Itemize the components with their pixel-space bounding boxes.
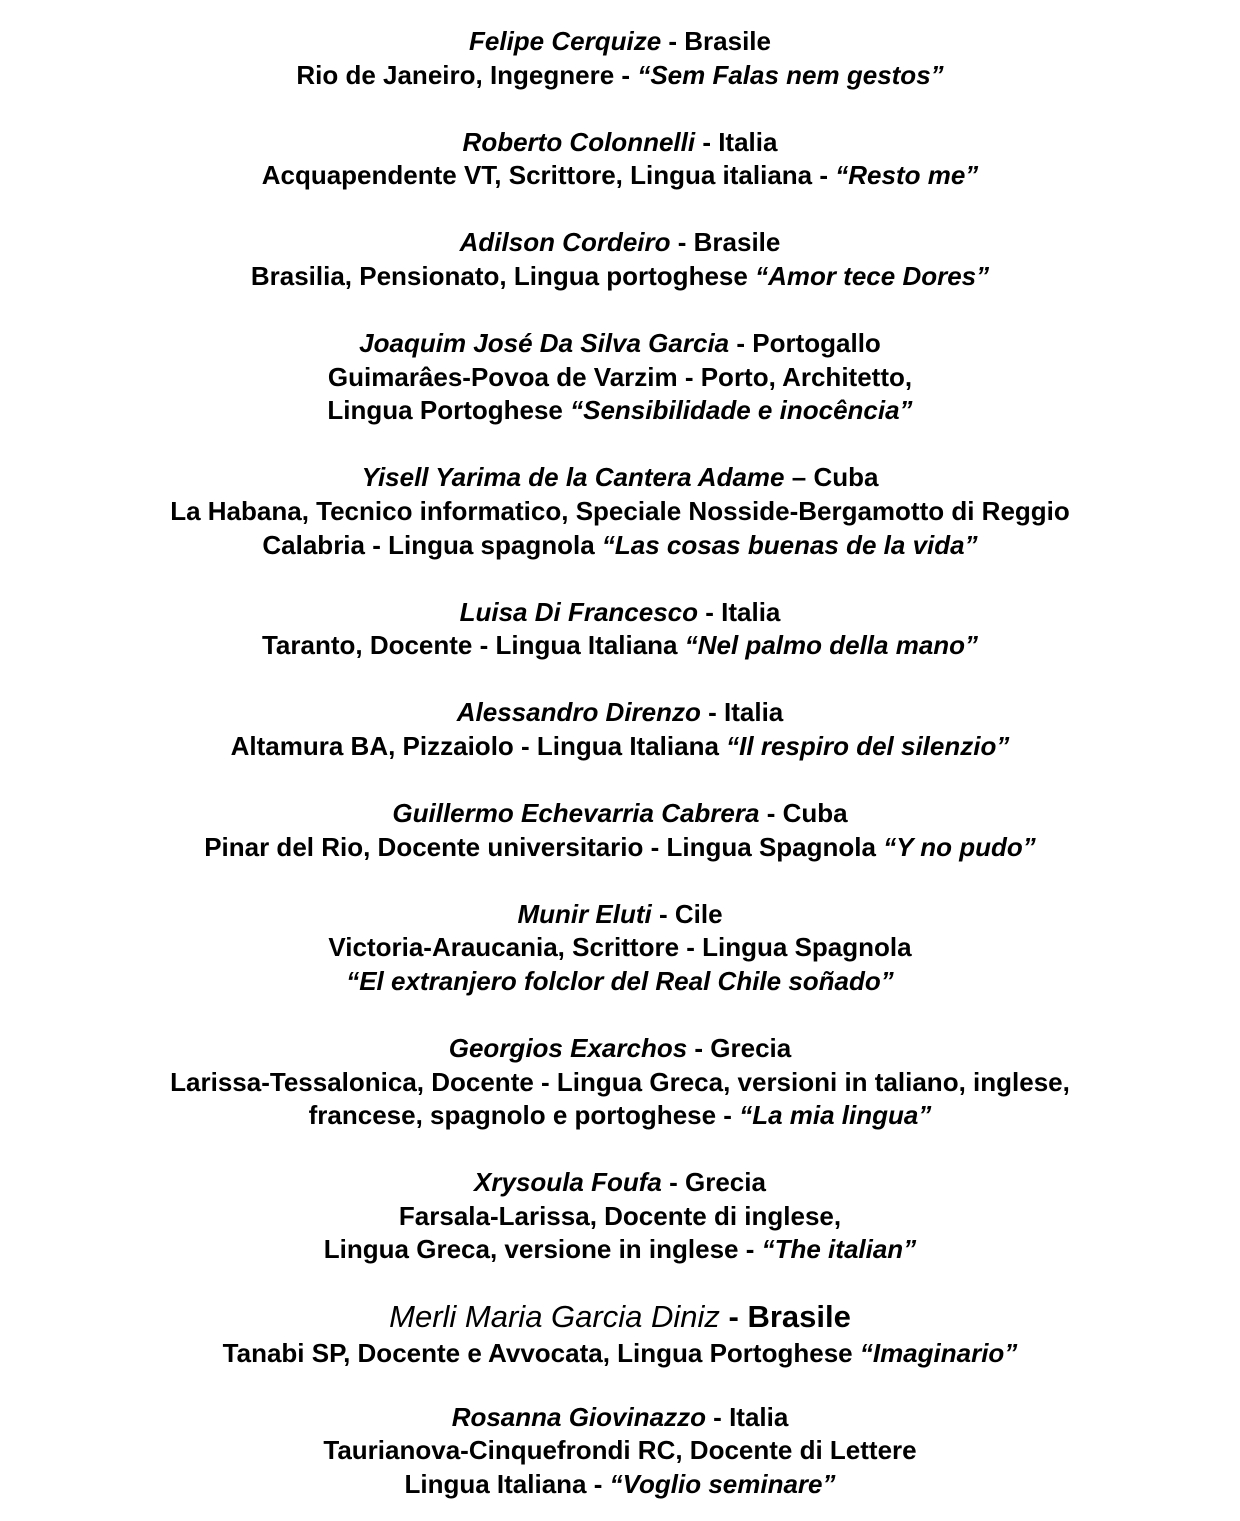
- author-country: Italia: [724, 697, 784, 728]
- entry-luisa-di-francesco: [0, 596, 1240, 663]
- author-name: Xrysoula Foufa: [474, 1167, 662, 1198]
- detail-text: Guimarâes-Povoa de Varzim - Porto, Architetto,: [327, 361, 913, 392]
- entry-detail: [0, 159, 1240, 193]
- entry-heading: [0, 461, 1240, 495]
- entry-detail: [0, 965, 1240, 999]
- separator: -: [695, 126, 719, 157]
- entry-rosanna-giovinazzo: [0, 1401, 1240, 1502]
- entry-detail: [0, 495, 1240, 529]
- entry-detail: [0, 1099, 1240, 1133]
- entry-alessandro-direnzo: [0, 696, 1240, 763]
- work-title: “Il respiro del silenzio”: [726, 730, 1010, 761]
- separator: -: [719, 1299, 748, 1335]
- detail-text: Victoria-Araucania, Scrittore - Lingua Spagnola: [328, 932, 912, 963]
- author-name: Roberto Colonnelli: [462, 126, 696, 157]
- entry-heading: [0, 596, 1240, 630]
- participants-list: [0, 25, 1240, 1501]
- detail-text: Farsala-Larissa, Docente di inglese,: [398, 1200, 842, 1231]
- separator: -: [661, 1167, 685, 1198]
- work-title: “Sensibilidade e inocência”: [570, 395, 913, 426]
- author-country: Italia: [721, 596, 781, 627]
- separator: -: [670, 227, 694, 258]
- entry-detail: [0, 1468, 1240, 1502]
- detail-text: Brasilia, Pensionato, Lingua portoghese: [250, 260, 756, 291]
- work-title: “Las cosas buenas de la vida”: [601, 529, 978, 560]
- entry-detail: [0, 529, 1240, 563]
- work-title: “Y no pudo”: [883, 831, 1036, 862]
- detail-text: Calabria - Lingua spagnola: [262, 529, 602, 560]
- entry-detail: [0, 1066, 1240, 1100]
- separator: -: [759, 798, 783, 828]
- entry-merli-maria-garcia-diniz: [0, 1297, 1240, 1371]
- author-country: Cile: [674, 898, 723, 929]
- entry-heading: [0, 1401, 1240, 1435]
- separator: -: [705, 1401, 730, 1432]
- separator: -: [729, 328, 753, 359]
- entry-detail: [0, 730, 1240, 764]
- entry-detail: [0, 59, 1240, 93]
- entry-detail: [0, 931, 1240, 965]
- entry-felipe-cerquize: [0, 25, 1240, 92]
- entry-heading: [0, 797, 1240, 831]
- entry-adilson-cordeiro: [0, 226, 1240, 293]
- work-title: “Imaginario”: [859, 1338, 1018, 1369]
- work-title: “The italian”: [761, 1234, 917, 1265]
- author-name: Rosanna Giovinazzo: [451, 1401, 706, 1432]
- author-country: Italia: [718, 126, 778, 157]
- entry-detail: [0, 1233, 1240, 1267]
- detail-text: Pinar del Rio, Docente universitario - Lingua Spagnola: [204, 831, 884, 862]
- entry-detail: [0, 1337, 1240, 1371]
- entry-detail: [0, 1200, 1240, 1234]
- separator: -: [687, 1032, 711, 1063]
- author-country: Cuba: [813, 462, 879, 493]
- author-name: Felipe Cerquize: [469, 26, 662, 56]
- separator: -: [661, 26, 685, 56]
- entry-guillermo-echevarria-cabrera: [0, 797, 1240, 864]
- entry-joaquim-jose-da-silva-garcia: [0, 327, 1240, 428]
- author-country: Brasile: [684, 26, 771, 56]
- entry-heading: [0, 898, 1240, 932]
- author-name: Munir Eluti: [517, 898, 652, 929]
- work-title: “El extranjero folclor del Real Chile soñado”: [346, 965, 894, 996]
- work-title: “Resto me”: [835, 160, 979, 191]
- work-title: “La mia lingua”: [739, 1100, 932, 1131]
- entry-detail: [0, 361, 1240, 395]
- detail-text: Larissa-Tessalonica, Docente - Lingua Greca, versioni in taliano, inglese,: [170, 1066, 1070, 1097]
- entry-munir-eluti: [0, 898, 1240, 999]
- entry-heading: [0, 1166, 1240, 1200]
- entry-heading: [0, 696, 1240, 730]
- entry-heading: [0, 1297, 1240, 1337]
- author-name: Joaquim José Da Silva Garcia: [359, 328, 730, 359]
- detail-text: francese, spagnolo e portoghese -: [308, 1100, 740, 1131]
- author-country: Grecia: [710, 1032, 792, 1063]
- entry-heading: [0, 126, 1240, 160]
- entry-detail: [0, 831, 1240, 865]
- work-title: “Voglio seminare”: [609, 1468, 836, 1499]
- author-name: Merli Maria Garcia Diniz: [389, 1299, 720, 1335]
- author-country: Brasile: [693, 227, 781, 258]
- author-name: Luisa Di Francesco: [459, 596, 699, 627]
- detail-text: Lingua Italiana -: [404, 1468, 610, 1499]
- entry-detail: [0, 1434, 1240, 1468]
- entry-xrysoula-foufa: [0, 1166, 1240, 1267]
- detail-text: Lingua Greca, versione in inglese -: [323, 1234, 762, 1265]
- author-name: Yisell Yarima de la Cantera Adame: [361, 462, 785, 493]
- detail-text: La Habana, Tecnico informatico, Speciale Nosside-Bergamotto di Reggio: [170, 495, 1070, 526]
- work-title: “Nel palmo della mano”: [684, 630, 979, 661]
- author-country: Grecia: [684, 1167, 766, 1198]
- entry-heading: [0, 327, 1240, 361]
- entry-georgios-exarchos: [0, 1032, 1240, 1133]
- detail-text: Tanabi SP, Docente e Avvocata, Lingua Portoghese: [222, 1338, 860, 1369]
- work-title: “Sem Falas nem gestos”: [637, 59, 944, 90]
- entry-roberto-colonnelli: [0, 126, 1240, 193]
- entry-detail: [0, 629, 1240, 663]
- author-name: Guillermo Echevarria Cabrera: [392, 798, 760, 828]
- entry-heading: [0, 1032, 1240, 1066]
- author-name: Georgios Exarchos: [448, 1032, 688, 1063]
- separator: –: [784, 462, 814, 493]
- entry-detail: [0, 394, 1240, 428]
- separator: -: [698, 596, 722, 627]
- detail-text: Lingua Portoghese: [327, 395, 571, 426]
- entry-yisell-yarima-de-la-cantera-adame: [0, 461, 1240, 562]
- author-name: Adilson Cordeiro: [459, 227, 671, 258]
- author-country: Italia: [729, 1401, 789, 1432]
- author-country: Portogallo: [752, 328, 881, 359]
- entry-heading: [0, 25, 1240, 59]
- entry-heading: [0, 226, 1240, 260]
- separator: -: [651, 898, 675, 929]
- entry-detail: [0, 260, 1240, 294]
- detail-text: Altamura BA, Pizzaiolo - Lingua Italiana: [230, 730, 727, 761]
- author-name: Alessandro Direnzo: [456, 697, 701, 728]
- separator: -: [700, 697, 725, 728]
- author-country: Brasile: [747, 1299, 851, 1335]
- detail-text: Acquapendente VT, Scrittore, Lingua italiana -: [261, 160, 836, 191]
- detail-text: Taurianova-Cinquefrondi RC, Docente di Lettere: [323, 1435, 917, 1466]
- detail-text: Rio de Janeiro, Ingegnere -: [296, 59, 638, 90]
- work-title: “Amor tece Dores”: [755, 260, 990, 291]
- detail-text: Taranto, Docente - Lingua Italiana: [261, 630, 685, 661]
- author-country: Cuba: [782, 798, 848, 828]
